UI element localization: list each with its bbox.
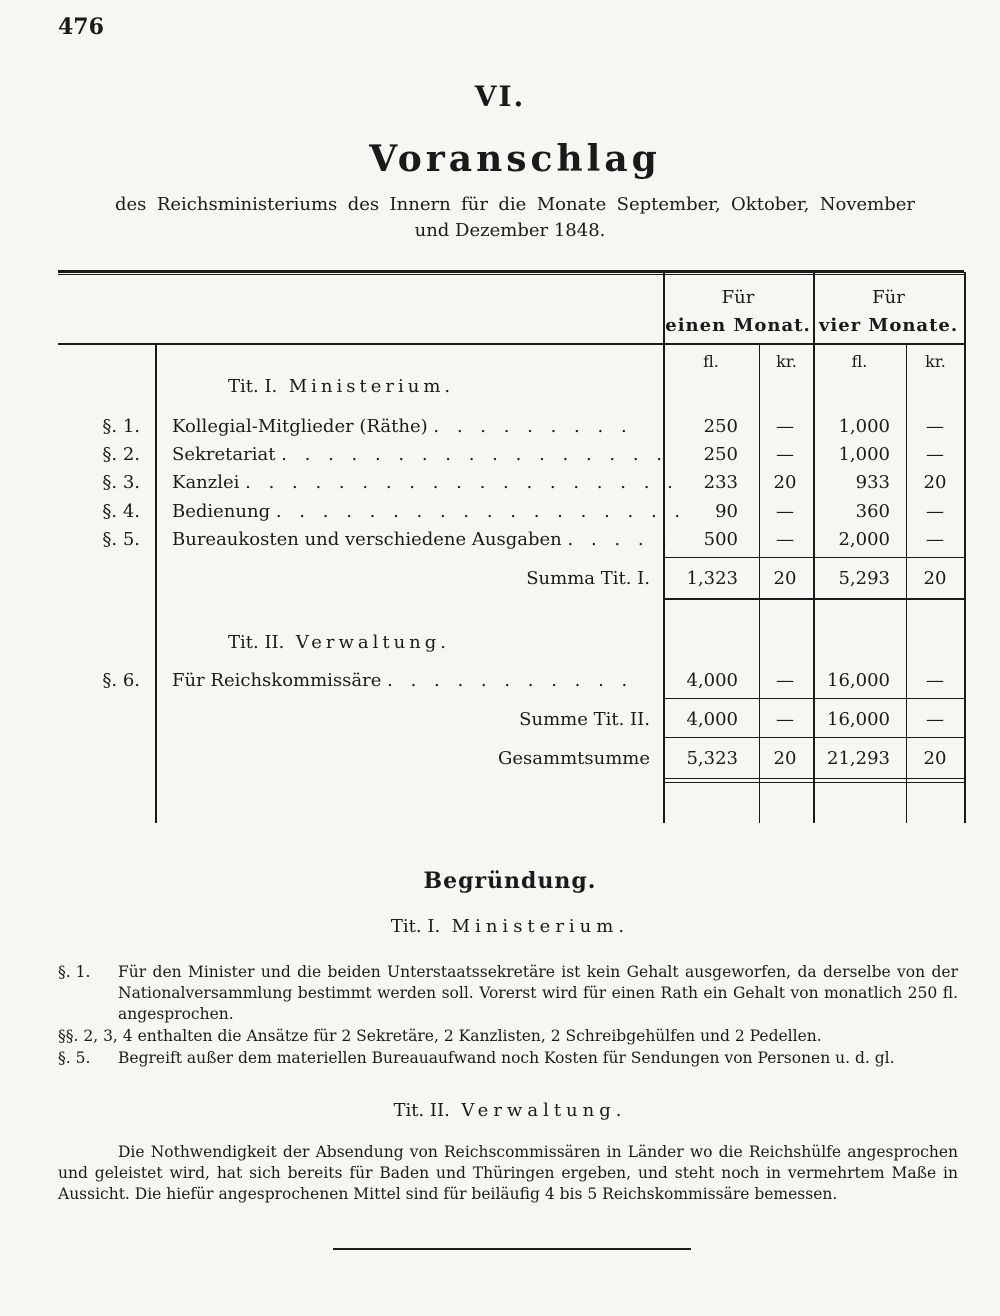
kr-four-months: 20: [923, 568, 947, 589]
sum-rule: [663, 698, 964, 699]
row-description: Kollegial-Mitglieder (Räthe) . . . . . . . . .: [172, 416, 633, 437]
total-rule: [663, 737, 964, 738]
unit-kr: kr.: [776, 352, 797, 371]
section-numeral: VI.: [474, 80, 526, 113]
kr-four-months: —: [926, 416, 944, 437]
fl-four-months: 5,293: [838, 568, 890, 589]
kr-four-months: —: [926, 670, 944, 691]
table-top-rule-thin: [58, 274, 964, 275]
sum-rule: [663, 557, 964, 558]
kr-four-months: 20: [923, 472, 947, 493]
document-title: Voranschlag: [369, 138, 661, 180]
sum-label: Summe Tit. II.: [519, 709, 650, 730]
fl-four-months: 16,000: [827, 709, 890, 730]
paragraph-number: §. 1.: [102, 416, 140, 437]
row-description: Für Reichskommissäre . . . . . . . . . . .: [172, 670, 634, 691]
column-divider: [759, 345, 760, 823]
paragraph-number: §. 5.: [102, 529, 140, 550]
page-number: 476: [58, 14, 104, 40]
paragraph-label: §§. 2, 3, 4: [58, 1027, 133, 1045]
section-1-title: Tit. I. Ministerium.: [228, 376, 455, 397]
paragraph-number: §. 6.: [102, 670, 140, 691]
kr-one-month: —: [776, 529, 794, 550]
fl-one-month: 90: [715, 501, 738, 522]
row-description: Bureaukosten und verschiedene Ausgaben . . . . .: [172, 529, 673, 550]
fl-one-month: 4,000: [686, 709, 738, 730]
fl-four-months: 1,000: [838, 416, 890, 437]
table-top-rule: [58, 270, 964, 273]
kr-one-month: —: [776, 416, 794, 437]
paragraph-text: Begreift außer dem materiellen Bureauaufwand noch Kosten für Sendungen von Personen u. d. gl.: [118, 1049, 895, 1067]
header-four-months: Für vier Monate.: [818, 287, 959, 336]
unit-fl: fl.: [703, 352, 719, 371]
kr-four-months: —: [926, 501, 944, 522]
paragraph-number: §. 4.: [102, 501, 140, 522]
fl-one-month: 5,323: [686, 748, 738, 769]
fl-one-month: 4,000: [686, 670, 738, 691]
justification-tit1: Tit. I. Ministerium.: [390, 916, 630, 937]
sum-rule-double: [663, 598, 964, 600]
fl-four-months: 21,293: [827, 748, 890, 769]
kr-one-month: 20: [773, 568, 797, 589]
paragraph-number: §. 2.: [102, 444, 140, 465]
fl-one-month: 500: [703, 529, 738, 550]
fl-four-months: 16,000: [827, 670, 890, 691]
fl-four-months: 360: [855, 501, 890, 522]
kr-four-months: —: [926, 444, 944, 465]
kr-one-month: 20: [773, 748, 797, 769]
total-label: Gesammtsumme: [498, 748, 650, 769]
paragraph-label: §. 1.: [58, 963, 91, 981]
paragraph-number: §. 3.: [102, 472, 140, 493]
closing-rule: [333, 1248, 691, 1250]
fl-one-month: 250: [703, 416, 738, 437]
column-divider: [906, 345, 907, 823]
fl-one-month: 1,323: [686, 568, 738, 589]
fl-four-months: 933: [855, 472, 890, 493]
row-description: Sekretariat . . . . . . . . . . . . . . . . .: [172, 444, 669, 465]
kr-one-month: —: [776, 444, 794, 465]
kr-one-month: 20: [773, 472, 797, 493]
fl-four-months: 1,000: [838, 444, 890, 465]
fl-one-month: 233: [703, 472, 738, 493]
kr-four-months: 20: [923, 748, 947, 769]
paragraph-text: enthalten die Ansätze für 2 Sekretäre, 2 Kanzlisten, 2 Schreibgehülfen und 2 Pedellen.: [137, 1027, 822, 1045]
total-rule: [663, 778, 964, 779]
subtitle-line-1: des Reichsministeriums des Innern für die Monate September, Oktober, November: [115, 194, 915, 215]
fl-one-month: 250: [703, 444, 738, 465]
row-description: Bedienung . . . . . . . . . . . . . . . . . .: [172, 501, 687, 522]
fl-four-months: 2,000: [838, 529, 890, 550]
subtitle-line-2: und Dezember 1848.: [414, 220, 606, 241]
column-divider: [155, 343, 157, 823]
justification-tit2: Tit. II. Verwaltung.: [393, 1100, 627, 1121]
header-one-month: Für einen Monat.: [665, 287, 811, 336]
unit-fl: fl.: [851, 352, 868, 371]
kr-four-months: —: [926, 709, 944, 730]
total-rule-double: [663, 782, 964, 783]
section-2-title: Tit. II. Verwaltung.: [228, 632, 451, 653]
justification-paragraph-2: [58, 1026, 958, 1047]
justification-heading: Begründung.: [423, 868, 597, 894]
table-header-rule: [58, 343, 964, 345]
row-description: Kanzlei . . . . . . . . . . . . . . . . . . .: [172, 472, 679, 493]
justification-paragraph-1: [58, 962, 958, 1025]
justification-paragraph-4: Die Nothwendigkeit der Absendung von Reichscommissären in Länder wo die Reichshülfe angesprochen und geleistet wird, hat sich bereits für Baden und Thüringen ergeben, und steht noch in vermehrtem Maße in Aussicht. Die hiefür angesprochenen Mittel sind für beiläufig 4 bis 5 Reichskommissäre bemessen.: [58, 1143, 958, 1203]
paragraph-text: Für den Minister und die beiden Unterstaatssekretäre ist kein Gehalt ausgeworfen, da derselbe von der Nationalversammlung bestimmt werden soll. Vorerst wird für einen Rath ein Gehalt von monatlich 250 fl. angesprochen.: [118, 963, 958, 1023]
kr-one-month: —: [776, 501, 794, 522]
column-divider: [964, 272, 966, 823]
justification-paragraph-3: [58, 1048, 958, 1069]
kr-one-month: —: [776, 709, 794, 730]
kr-one-month: —: [776, 670, 794, 691]
paragraph-label: §. 5.: [58, 1049, 91, 1067]
unit-kr: kr.: [925, 352, 946, 371]
sum-label: Summa Tit. I.: [526, 568, 650, 589]
kr-four-months: —: [926, 529, 944, 550]
